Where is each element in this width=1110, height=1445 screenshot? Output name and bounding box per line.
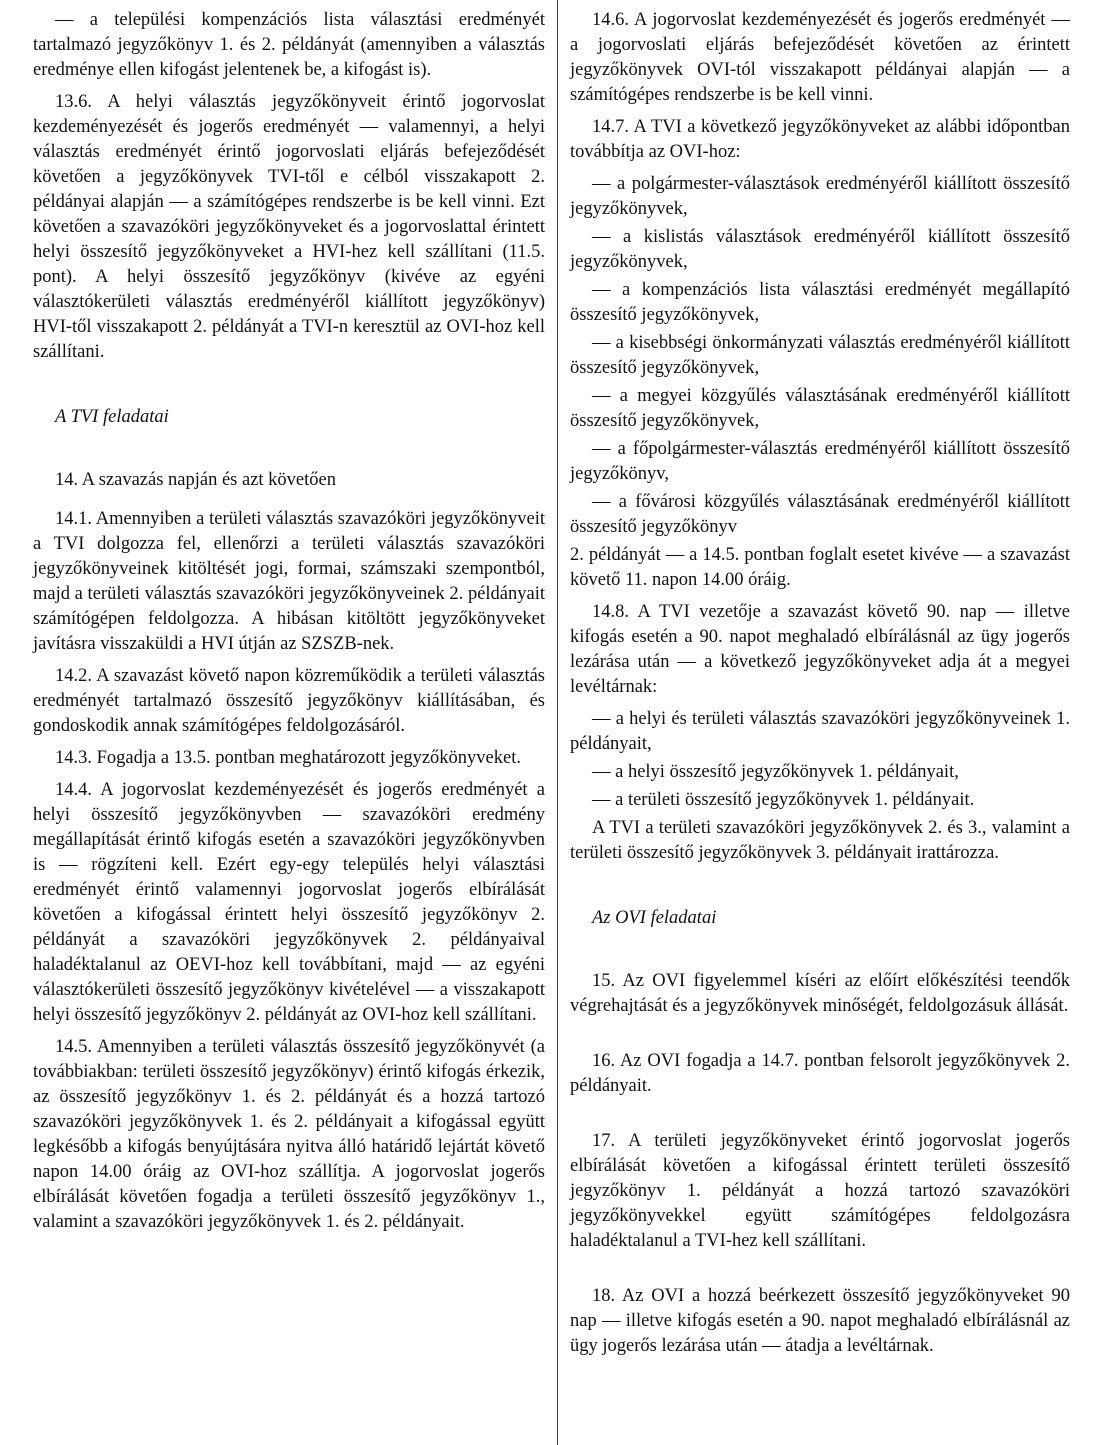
paragraph-16: 16. Az OVI fogadja a 14.7. pontban felsorolt jegyzőkönyvek 2. példányait. — [570, 1051, 1070, 1096]
right-column — [570, 8, 1070, 1366]
paragraph-14-5: 14.5. Amennyiben a területi választás összesítő jegyzőkönyvét (a továbbiakban: területi összesítő jegyzőkönyv) érintő kifogás érkezik, az összesítő jegyzőkönyv 1. és 2. példányát és a hozzá tartozó szavazóköri jegyzőkönyvek 1. és 2. példányait a kifogással együtt legkésőbb a kifogás benyújtására nyitva álló határidő lejártát követő napon 14.00 óráig az OVI-hoz szállítja. A jogorvoslat jogerős elbírálását követően fogadja a területi összesítő jegyzőkönyv 1., valamint a szavazóköri jegyzőkönyvek 1. és 2. példányait. — [33, 1037, 545, 1232]
paragraph-14-4: 14.4. A jogorvoslat kezdeményezését és jogerős eredményét a helyi összesítő jegyzőkönyvben — szavazóköri eredmény megállapítását érintő kifogás esetén a szavazóköri jegyzőkönyvben is — rögzíteni kell. Ezért egy-egy település helyi választási eredményét érintő valamennyi jogorvoslat jogerős elbírálását követően a kifogással érintett helyi összesítő jegyzőkönyv 2. példányát a szavazóköri jegyzőkönyvek 2. példányaival haladéktalanul az OEVI-hoz kell továbbítani, majd — az egyéni választókerületi összesítő jegyzőkönyv kivételével — a visszakapott helyi összesítő jegyzőkönyv 2. példányát az OVI-hoz kell szállítani. — [33, 780, 545, 1025]
paragraph-14-8: 14.8. A TVI vezetője a szavazást követő 90. nap — illetve kifogás esetén a 90. napot meghaladó elbírálásnál az ügy jogerős lezárása után — a következő jegyzőkönyveket adja át a megyei levéltárnak: — [570, 602, 1070, 697]
list-item: — a megyei közgyűlés választásának eredményéről kiállított összesítő jegyzőkönyvek, — [570, 386, 1070, 431]
list-item: — a kislistás választások eredményéről kiállított összesítő jegyzőkönyvek, — [570, 227, 1070, 272]
paragraph-14-3: 14.3. Fogadja a 13.5. pontban meghatározott jegyzőkönyveket. — [55, 748, 521, 768]
column-divider — [557, 0, 558, 1445]
left-column — [33, 8, 545, 1242]
list-item: — a helyi összesítő jegyzőkönyvek 1. példányait, — [592, 762, 959, 782]
list-item: — a területi összesítő jegyzőkönyvek 1. példányait. — [592, 790, 975, 810]
paragraph-14-8-archive: A TVI a területi szavazóköri jegyzőkönyvek 2. és 3., valamint a területi összesítő jegyzőkönyvek 3. példányait irattározza. — [570, 818, 1070, 863]
paragraph-13-6: 13.6. A helyi választás jegyzőkönyveit érintő jogorvoslat kezdeményezését és jogerős eredményét — valamennyi, a helyi választás eredményét érintő jogorvoslati eljárás befejeződését követően a jegyzőkönyvek TVI-től e célból visszakapott 2. példányai alapján — a számítógépes rendszerbe is be kell vinni. Ezt követően a szavazóköri jegyzőkönyveket és a jogorvoslattal érintett helyi összesítő jegyzőkönyveket a HVI-hez kell szállítani (11.5. pont). A helyi összesítő jegyzőkönyv (kivéve az egyéni választókerületi választás eredményéről kiállított jegyzőkönyv) HVI-től visszakapott 2. példányát a TVI-n keresztül az OVI-hoz kell szállítani. — [33, 92, 545, 362]
paragraph-15: 15. Az OVI figyelemmel kíséri az előírt előkészítési teendők végrehajtását és a jegyzőkönyvek minőségét, feldolgozásuk állását. — [570, 971, 1070, 1016]
paragraph-14-6: 14.6. A jogorvoslat kezdeményezését és jogerős eredményét — a jogorvoslati eljárás befejeződését követően az érintett jegyzőkönyvek OVI-tól visszakapott példányai alapján — a számítógépes rendszerbe is be kell vinni. — [570, 10, 1070, 105]
paragraph-14-2: 14.2. A szavazást követő napon közreműködik a területi választás eredményét tartalmazó összesítő jegyzőkönyv kiállításában, és gondoskodik annak számítógépes feldolgozásáról. — [33, 666, 545, 736]
list-item: — a kompenzációs lista választási eredményét megállapító összesítő jegyzőkönyvek, — [570, 280, 1070, 325]
paragraph-kompenzacios-lista: — a települési kompenzációs lista választási eredményét tartalmazó jegyzőkönyv 1. és 2. példányát (amennyiben a választás eredménye ellen kifogást jelentenek be, a kifogást is). — [33, 10, 545, 80]
list-item: — a polgármester-választások eredményéről kiállított összesítő jegyzőkönyvek, — [570, 174, 1070, 219]
list-item: — a fővárosi közgyűlés választásának eredményéről kiállított összesítő jegyzőkönyv — [570, 492, 1070, 537]
paragraph-17: 17. A területi jegyzőkönyveket érintő jogorvoslat jogerős elbírálását követően a kifogással érintett területi összesítő jegyzőkönyv 1. példányát a hozzá tartozó szavazóköri jegyzőkönyvekkel együtt számítógépes feldolgozásra haladéktalanul a TVI-hez kell szállítani. — [570, 1131, 1070, 1251]
paragraph-18: 18. Az OVI a hozzá beérkezett összesítő jegyzőkönyveket 90 nap — illetve kifogás esetén a 90. napot meghaladó elbírálásnál az ügy jogerős lezárása után — átadja a levéltárnak. — [570, 1286, 1070, 1356]
list-item: — a főpolgármester-választás eredményéről kiállított összesítő jegyzőkönyv, — [570, 439, 1070, 484]
paragraph-14-7: 14.7. A TVI a következő jegyzőkönyveket az alábbi időpontban továbbítja az OVI-hoz: — [570, 117, 1070, 162]
section-14-title: 14. A szavazás napján és azt követően — [55, 470, 336, 490]
list-item: — a helyi és területi választás szavazóköri jegyzőkönyveinek 1. példányait, — [570, 709, 1070, 754]
paragraph-14-7-deadline: 2. példányát — a 14.5. pontban foglalt esetet kivéve — a szavazást követő 11. napon 14.00 óráig. — [570, 545, 1070, 590]
heading-ovi-feladatai: Az OVI feladatai — [592, 908, 717, 928]
list-item: — a kisebbségi önkormányzati választás eredményéről kiállított összesítő jegyzőkönyvek, — [570, 333, 1070, 378]
paragraph-14-1: 14.1. Amennyiben a területi választás szavazóköri jegyzőkönyveit a TVI dolgozza fel, ellenőrzi a területi választás szavazóköri jegyzőkönyveinek kitöltését jogi, formai, számszaki szempontból, majd a területi választás szavazóköri jegyzőkönyveinek 2. példányait számítógépen feldolgozza. A hibásan kitöltött jegyzőkönyveket javításra visszaküldi a HVI útján az SZSZB-nek. — [33, 509, 545, 654]
heading-tvi-feladatai: A TVI feladatai — [55, 407, 169, 427]
